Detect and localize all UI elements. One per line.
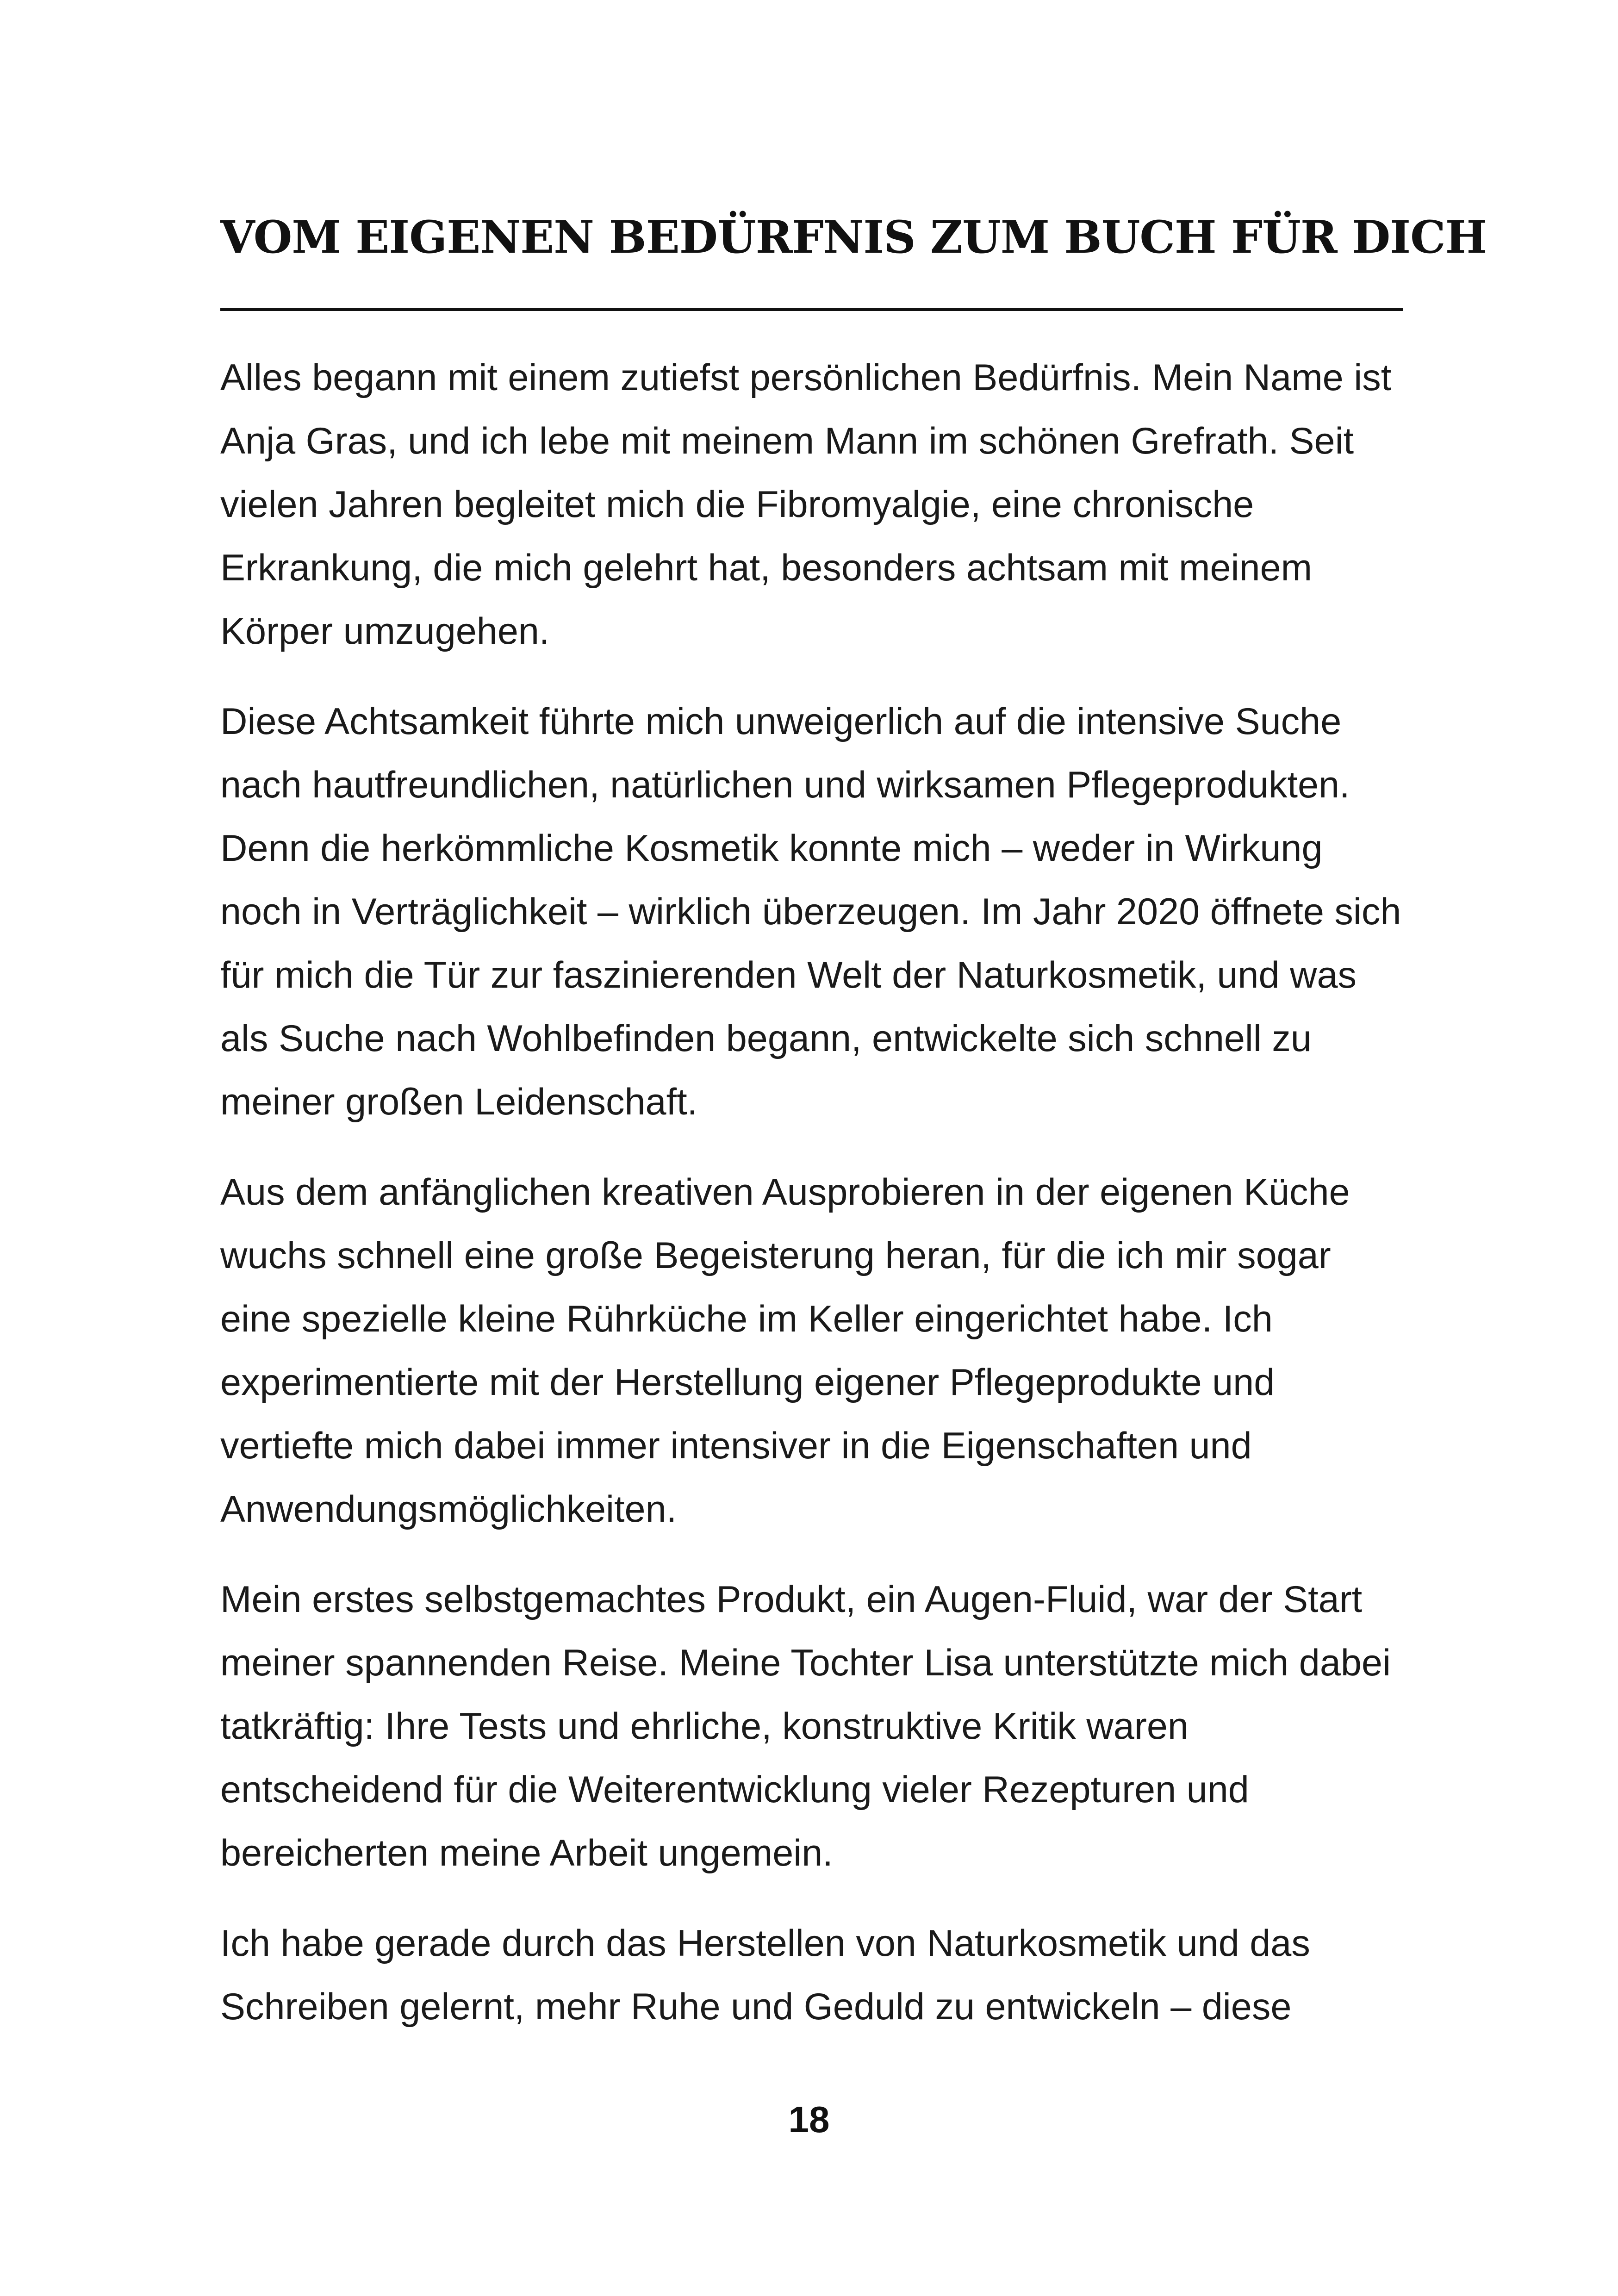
body-text <box>220 346 1405 2066</box>
paragraph-5: Ich habe gerade durch das Herstellen von Naturkosmetik und das Schreiben gelernt, mehr Ruhe und Geduld zu entwickeln – diese <box>220 1923 1310 2028</box>
paragraph-4: Mein erstes selbstgemachtes Produkt, ein Augen-Fluid, war der Start meiner spannenden Reise. Meine Tochter Lisa unterstützte mich dabei tatkräftig: Ihre Tests und ehrliche, konstruktive Kritik waren entscheidend für die Weiterentwicklung vieler Rezepturen und bereicherten meine Arbeit ungemein. <box>220 1579 1391 1874</box>
page-number: 18 <box>788 2099 830 2140</box>
heading-divider <box>220 308 1403 311</box>
chapter-heading: VOM EIGENEN BEDÜRFNIS ZUM BUCH FÜR DICH <box>220 211 1487 263</box>
paragraph-2: Diese Achtsamkeit führte mich unweigerlich auf die intensive Suche nach hautfreundlichen, natürlichen und wirksamen Pflegeprodukten. Denn die herkömmliche Kosmetik konnte mich – weder in Wirkung noch in Verträglichkeit – wirklich überzeugen. Im Jahr 2020 öffnete sich für mich die Tür zur faszinierenden Welt der Naturkosmetik, und was als Suche nach Wohlbefinden begann, entwickelte sich schnell zu meiner großen Leidenschaft. <box>220 701 1401 1123</box>
paragraph-3: Aus dem anfänglichen kreativen Ausprobieren in der eigenen Küche wuchs schnell eine große Begeisterung heran, für die ich mir sogar eine spezielle kleine Rührküche im Keller eingerichtet habe. Ich experimentierte mit der Herstellung eigener Pflegeprodukte und vertiefte mich dabei immer intensiver in die Eigenschaften und Anwendungsmöglichkeiten. <box>220 1171 1350 1530</box>
paragraph-1: Alles begann mit einem zutiefst persönlichen Bedürfnis. Mein Name ist Anja Gras, und ich lebe mit meinem Mann im schönen Grefrath. Seit vielen Jahren begleitet mich die Fibromyalgie, eine chronische Erkrankung, die mich gelehrt hat, besonders achtsam mit meinem Körper umzugehen. <box>220 357 1392 652</box>
